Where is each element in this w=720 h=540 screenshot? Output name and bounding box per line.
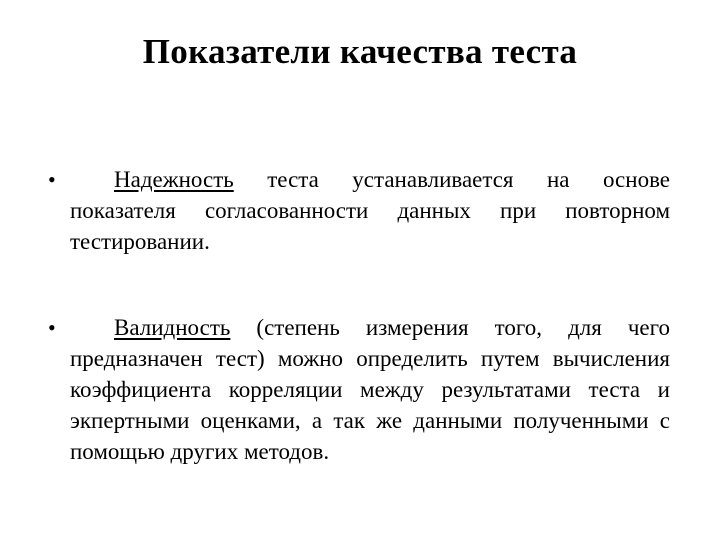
bullet-text-validity: (степень измерения того, для чего предназначен тест) можно определить путем вычисления коэффициента корреляции между результатами теста и экпертными оценками, а так же данными полученными с помощью других методов. [70, 315, 670, 464]
slide-title: Показатели качества теста [142, 32, 578, 71]
bullet-text-reliability: теста устанавливается на основе показателя согласованности данных при повторном тестировании. [70, 167, 670, 254]
bullet-item-validity [70, 312, 670, 467]
bullet-marker: • [48, 315, 56, 340]
bullet-item-reliability [70, 164, 670, 257]
term-reliability: Надежность [114, 167, 234, 192]
term-validity: Валидность [114, 315, 231, 340]
bullet-marker: • [48, 167, 56, 192]
